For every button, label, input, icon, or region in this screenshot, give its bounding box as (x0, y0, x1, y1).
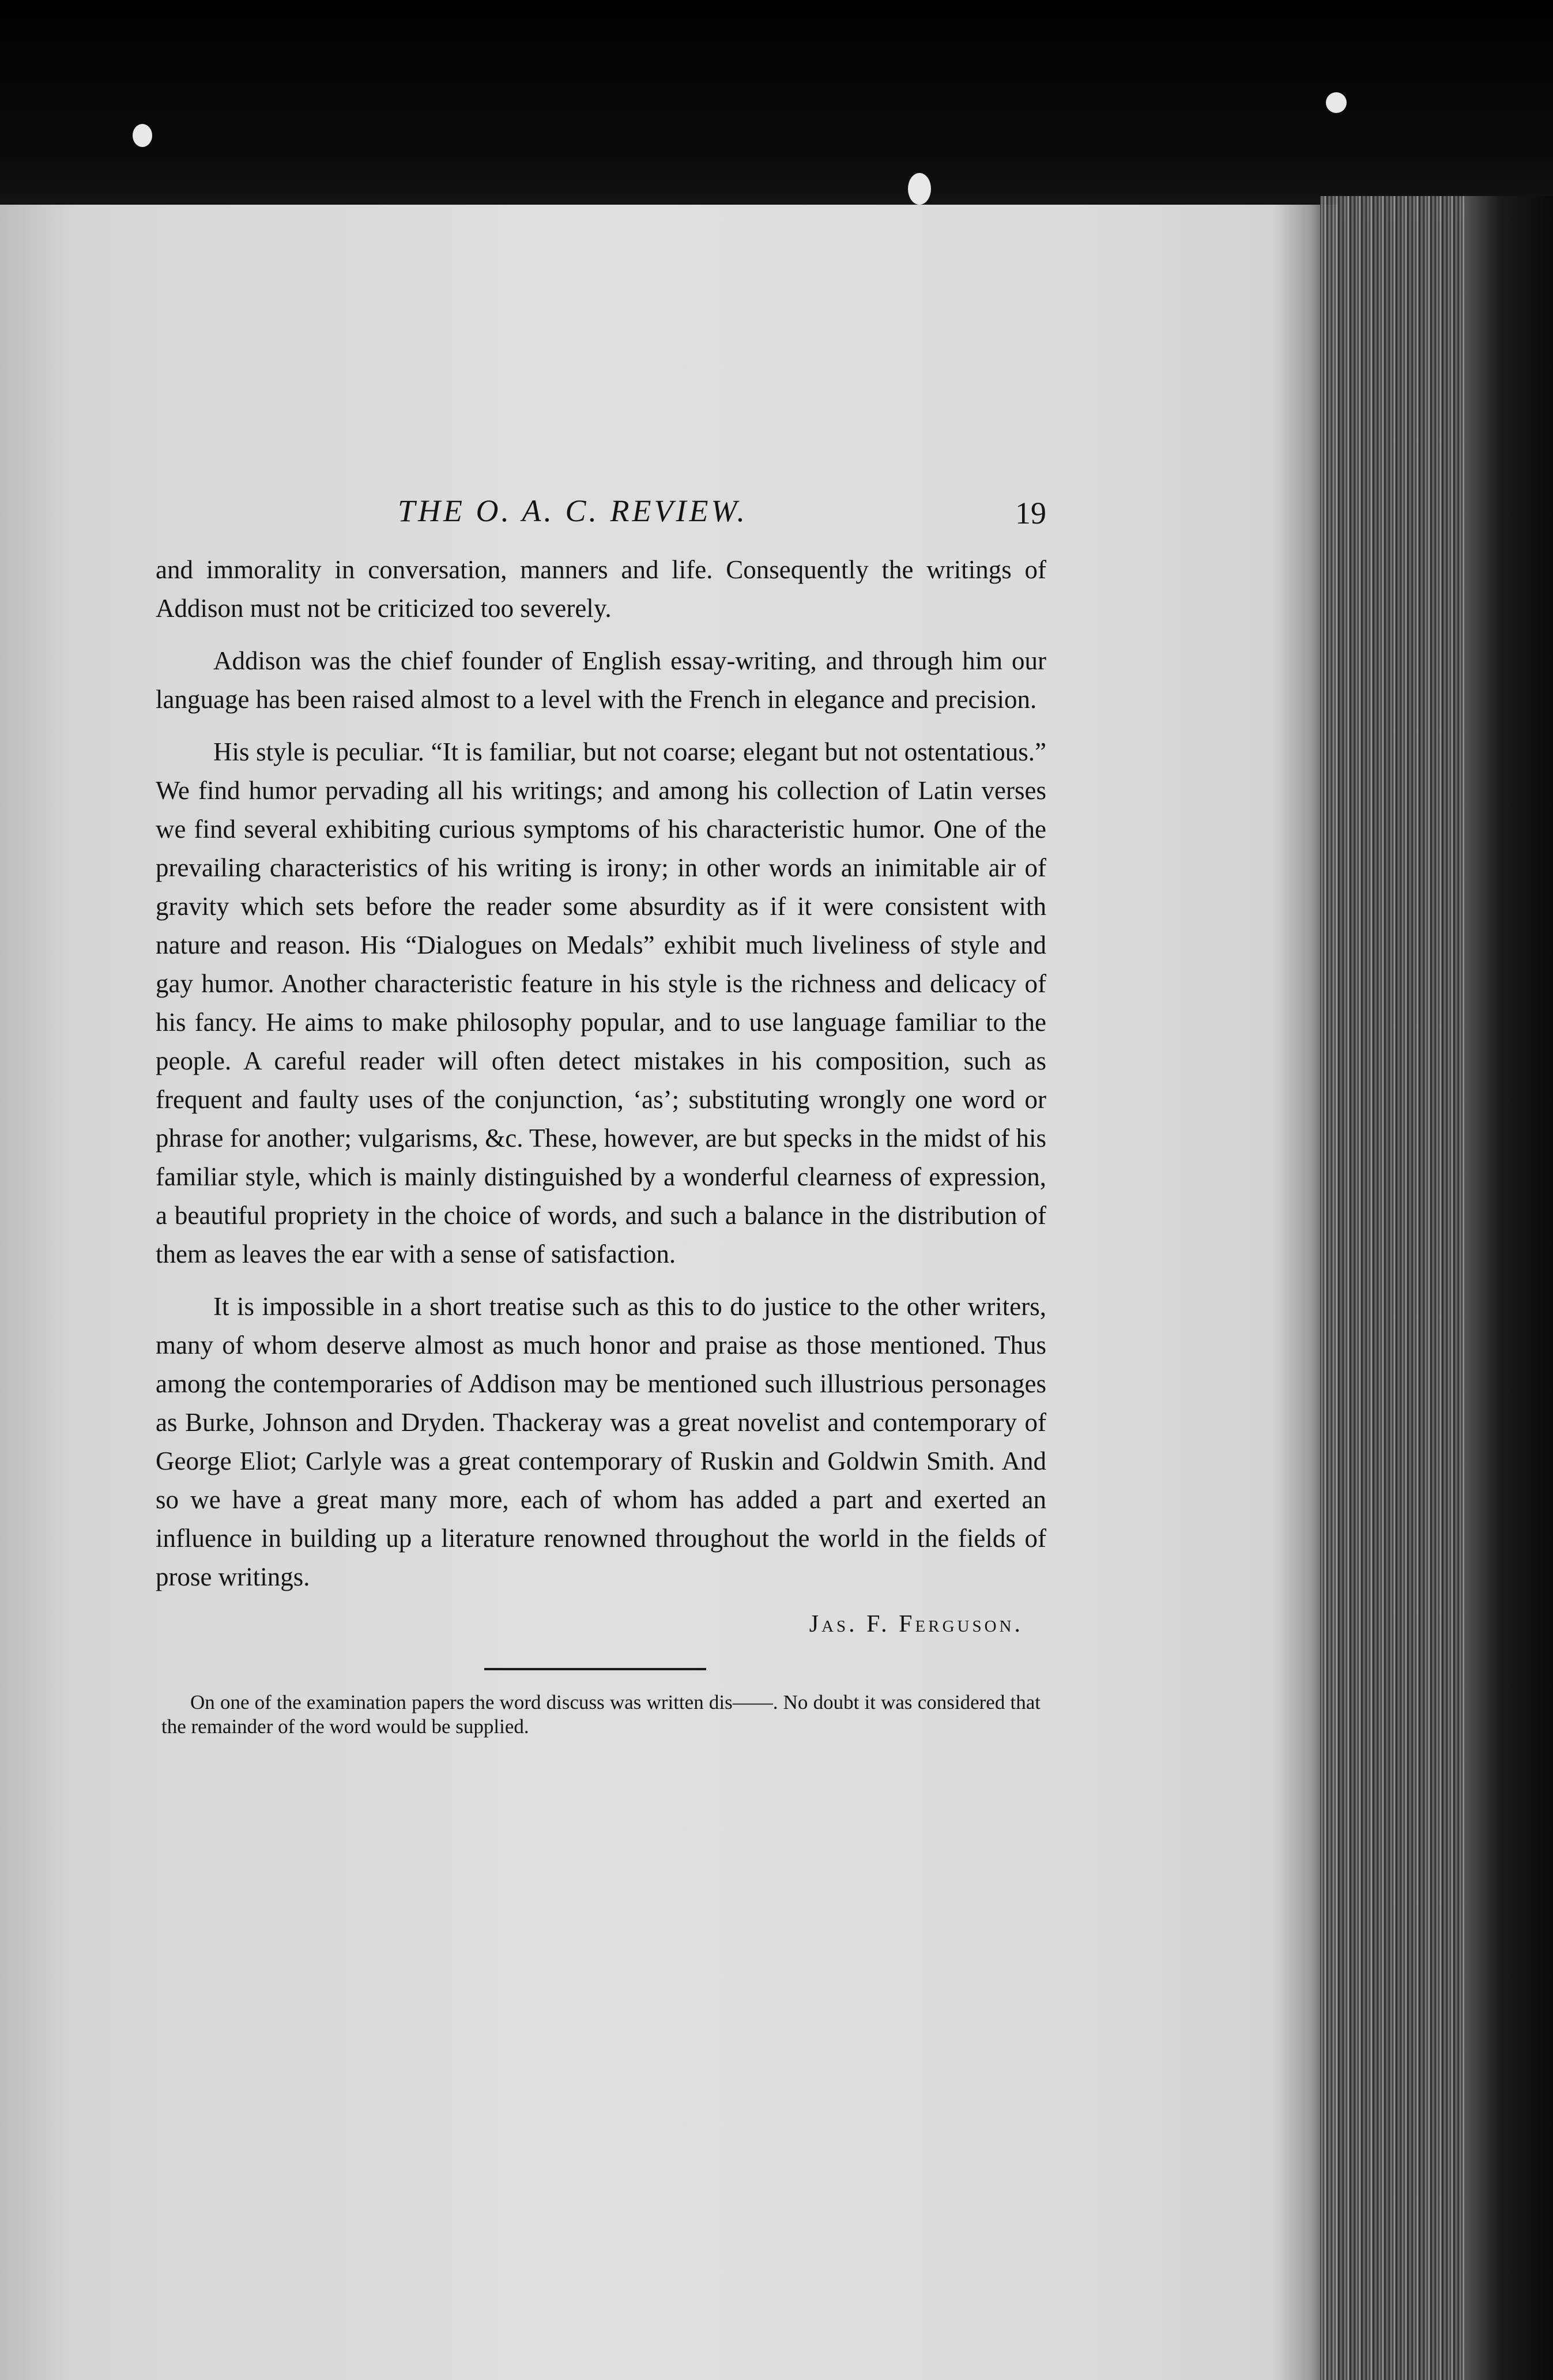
running-head (156, 493, 1046, 539)
page-text-block (156, 493, 1046, 1759)
footnote-rule (484, 1668, 706, 1670)
dust-speck (1326, 92, 1347, 113)
paragraph: Addison was the chief founder of English essay-writing, and through him our language has been raised almost to a level with the French in elegance and precision. (156, 646, 1046, 714)
top-shadow (0, 0, 1553, 219)
dust-speck (133, 124, 152, 147)
author-signature: Jas. F. Ferguson. (809, 1611, 1023, 1637)
dust-speck (908, 173, 931, 205)
book-page-edges (1320, 196, 1470, 2380)
footnote: On one of the examination papers the word discuss was written dis——. No doubt it was considered that the remainder of the word would be supplied. (161, 1691, 1041, 1738)
page-number: 19 (1015, 496, 1046, 530)
paragraph: and immorality in conversation, manners and life. Consequently the writings of Addison must not be criticized too severely. (156, 555, 1046, 623)
running-title: THE O. A. C. REVIEW. (398, 494, 748, 528)
book-edge-shadow (1464, 196, 1553, 2380)
page-gutter-shadow (1274, 205, 1326, 2380)
paragraph: It is impossible in a short treatise such as this to do justice to the other writers, many of whom deserve almost as much honor and praise as those mentioned. Thus among the contemporaries of Addison may be mentioned such illustrious personages as Burke, Johnson and Dryden. Thackeray was a great novelist and contemporary of George Eliot; Carlyle was a great contemporary of Ruskin and Goldwin Smith. And so we have a great many more, each of whom has added a part and exerted an influence in building up a literature renowned throughout the world in the fields of prose writings. (156, 1292, 1046, 1591)
paragraph: His style is peculiar. “It is familiar, but not coarse; elegant but not ostentatious.” We find humor pervading all his writings; and among his collection of Latin verses we find several exhibiting curious symptoms of his characteristic humor. One of the prevailing characteristics of his writing is irony; in other words an inimitable air of gravity which sets before the reader some absurdity as if it were consistent with nature and reason. His “Dialogues on Medals” exhibit much liveliness of style and gay humor. Another characteristic feature in his style is the richness and delicacy of his fancy. He aims to make philosophy popular, and to use language familiar to the people. A careful reader will often detect mistakes in his composition, such as frequent and faulty uses of the conjunction, ‘as’; substituting wrongly one word or phrase for another; vulgarisms, &c. These, however, are but specks in the midst of his familiar style, which is mainly distinguished by a wonderful clearness of expression, a beautiful propriety in the choice of words, and such a balance in the distribution of them as leaves the ear with a sense of satisfaction. (156, 737, 1046, 1268)
